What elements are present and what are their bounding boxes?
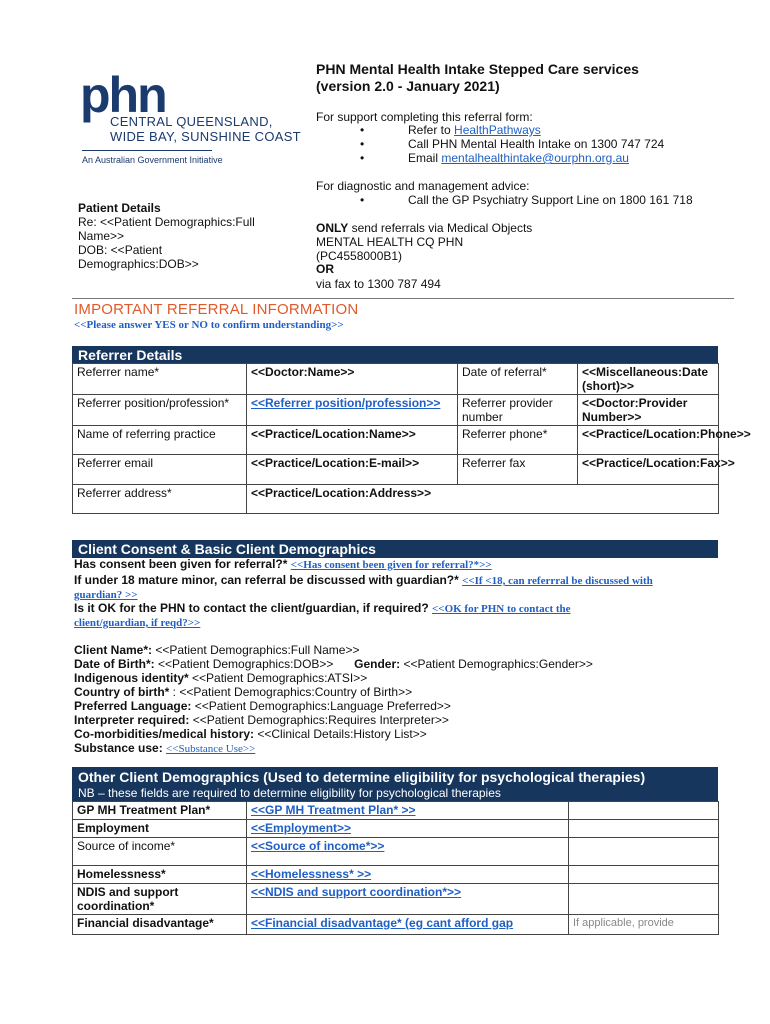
referrer-section-header: Referrer Details: [72, 346, 718, 364]
employment-value[interactable]: <<Employment>>: [247, 820, 569, 838]
consent-q3-cont: [74, 615, 200, 630]
homelessness-extra: [569, 866, 719, 884]
other-section-title: Other Client Demographics (Used to determine eligibility for psychological therapies): [78, 769, 646, 785]
referrer-address-value[interactable]: <<Practice/Location:Address>>: [247, 485, 719, 514]
consent-q1-value[interactable]: <<Has consent been given for referral?*>>: [290, 559, 492, 571]
mo-name: MENTAL HEALTH CQ PHN: [316, 235, 464, 249]
referrer-phone-value[interactable]: <<Practice/Location:Phone>>: [578, 426, 719, 455]
employment-label: Employment: [73, 820, 247, 838]
date-of-referral-label: Date of referral*: [458, 364, 578, 395]
substance-use-value[interactable]: <<Substance Use>>: [166, 743, 256, 755]
consent-q3-value[interactable]: <<OK for PHN to contact the: [432, 603, 571, 615]
income-extra: [569, 838, 719, 866]
gp-mh-plan-label: GP MH Treatment Plan*: [73, 802, 247, 820]
ndis-label: NDIS and support coordination*: [73, 884, 247, 915]
provider-number-value[interactable]: <<Doctor:Provider Number>>: [578, 395, 719, 426]
table-row: [73, 838, 719, 866]
table-row: [73, 820, 719, 838]
logo-tagline: An Australian Government Initiative: [82, 155, 223, 165]
important-title: IMPORTANT REFERRAL INFORMATION: [74, 301, 359, 318]
support-intro: For support completing this referral form:: [316, 110, 533, 124]
referrer-email-label: Referrer email: [73, 455, 247, 485]
gp-mh-plan-value[interactable]: <<GP MH Treatment Plan* >>: [247, 802, 569, 820]
client-indigenous: Indigenous identity* <<Patient Demographics:ATSI>>: [74, 671, 368, 685]
practice-name-value[interactable]: <<Practice/Location:Name>>: [247, 426, 458, 455]
referrer-name-value[interactable]: <<Doctor:Name>>: [247, 364, 458, 395]
income-label: Source of income*: [73, 838, 247, 866]
logo-region-line1: CENTRAL QUEENSLAND,: [110, 114, 273, 129]
ndis-extra: [569, 884, 719, 915]
table-row: [73, 426, 719, 455]
consent-q2-cont: [74, 587, 138, 602]
financial-extra: If applicable, provide: [569, 915, 719, 935]
financial-label: Financial disadvantage*: [73, 915, 247, 935]
table-row: [73, 915, 719, 935]
healthpathways-link[interactable]: HealthPathways: [454, 123, 541, 137]
referrer-fax-value[interactable]: <<Practice/Location:Fax>>: [578, 455, 719, 485]
client-dob-gender: Date of Birth*: <<Patient Demographics:DOB>> Gender: <<Patient Demographics:Gender>>: [74, 657, 593, 671]
referrer-table: [72, 363, 751, 514]
diag-intro: For diagnostic and management advice:: [316, 179, 530, 193]
consent-q2-value-cont[interactable]: guardian? >>: [74, 589, 138, 601]
header-divider: [72, 298, 734, 299]
patient-re: Re: <<Patient Demographics:Full Name>>: [78, 215, 255, 243]
date-of-referral-value[interactable]: <<Miscellaneous:Date (short)>>: [578, 364, 719, 395]
patient-dob: DOB: <<Patient Demographics:DOB>>: [78, 243, 199, 271]
consent-q3: Is it OK for the PHN to contact the client/guardian, if required? <<OK for PHN to contact the: [74, 601, 571, 615]
client-language: Preferred Language: <<Patient Demographics:Language Preferred>>: [74, 699, 451, 713]
referrer-fax-label: Referrer fax: [458, 455, 578, 485]
referrer-position-value[interactable]: <<Referrer position/profession>>: [247, 395, 458, 426]
table-row: [73, 395, 719, 426]
client-comorbidities: Co-morbidities/medical history: <<Clinical Details:History List>>: [74, 727, 427, 741]
support-item-phone: • Call PHN Mental Health Intake on 1300 747 724: [360, 137, 665, 151]
practice-name-label: Name of referring practice: [73, 426, 247, 455]
table-row: [73, 485, 719, 514]
table-row: [73, 802, 719, 820]
referrer-position-label: Referrer position/profession*: [73, 395, 247, 426]
patient-details-heading: Patient Details: [78, 201, 161, 215]
send-via-text: ONLY send referrals via Medical Objects: [316, 221, 533, 235]
table-row: [73, 455, 719, 485]
gp-mh-plan-extra: [569, 802, 719, 820]
table-row: [73, 866, 719, 884]
form-title: PHN Mental Health Intake Stepped Care services (version 2.0 - January 2021): [316, 61, 639, 94]
other-section-note: NB – these fields are required to determine eligibility for psychological therapies: [78, 786, 501, 800]
consent-q1: Has consent been given for referral?* <<Has consent been given for referral?*>>: [74, 557, 492, 571]
mo-code: (PC4558000B1): [316, 249, 403, 263]
table-row: [73, 884, 719, 915]
or-text: OR: [316, 262, 334, 276]
table-row: [73, 364, 719, 395]
homelessness-label: Homelessness*: [73, 866, 247, 884]
client-substance: Substance use: <<Substance Use>>: [74, 741, 256, 755]
income-value[interactable]: <<Source of income*>>: [247, 838, 569, 866]
referrer-name-label: Referrer name*: [73, 364, 247, 395]
support-item-email: • Email mentalhealthintake@ourphn.org.au: [360, 151, 629, 165]
intake-email-link[interactable]: mentalhealthintake@ourphn.org.au: [441, 151, 629, 165]
financial-value[interactable]: <<Financial disadvantage* (eg cant afford gap: [247, 915, 569, 935]
other-section-header: [72, 767, 718, 801]
client-name: Client Name*: <<Patient Demographics:Full Name>>: [74, 643, 360, 657]
fax-text: via fax to 1300 787 494: [316, 277, 441, 291]
logo-divider: [82, 150, 212, 151]
diag-item: • Call the GP Psychiatry Support Line on 1800 161 718: [360, 193, 693, 207]
homelessness-value[interactable]: <<Homelessness* >>: [247, 866, 569, 884]
client-interpreter: Interpreter required: <<Patient Demographics:Requires Interpreter>>: [74, 713, 449, 727]
referrer-address-label: Referrer address*: [73, 485, 247, 514]
logo-region-line2: WIDE BAY, SUNSHINE COAST: [110, 129, 301, 144]
consent-q3-value-cont[interactable]: client/guardian, if reqd?>>: [74, 617, 201, 629]
consent-q2-value[interactable]: <<If <18, can referrral be discussed with: [462, 575, 653, 587]
important-subtitle: <<Please answer YES or NO to confirm understanding>>: [74, 319, 344, 331]
employment-extra: [569, 820, 719, 838]
referrer-phone-label: Referrer phone*: [458, 426, 578, 455]
patient-details: [78, 201, 278, 271]
consent-section-header: Client Consent & Basic Client Demographics: [72, 540, 718, 558]
consent-q2: If under 18 mature minor, can referral be discussed with guardian?* <<If <18, can referrral be discussed with: [74, 573, 653, 587]
phn-logo-wordmark: phn: [80, 67, 166, 123]
other-demographics-table: [72, 801, 719, 935]
support-item-healthpathways: • Refer to HealthPathways: [360, 123, 541, 137]
client-country: Country of birth* : <<Patient Demographics:Country of Birth>>: [74, 685, 413, 699]
referrer-email-value[interactable]: <<Practice/Location:E-mail>>: [247, 455, 458, 485]
ndis-value[interactable]: <<NDIS and support coordination*>>: [247, 884, 569, 915]
provider-number-label: Referrer provider number: [458, 395, 578, 426]
